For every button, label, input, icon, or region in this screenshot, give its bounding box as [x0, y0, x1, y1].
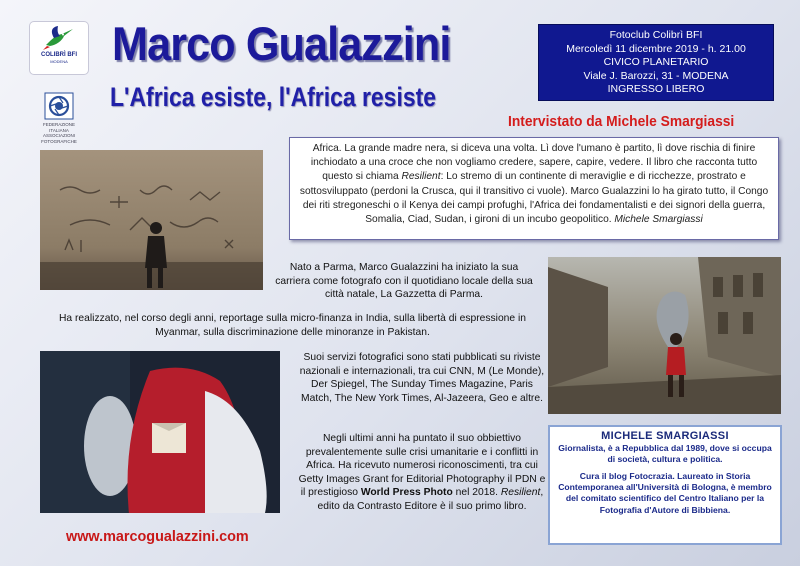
book-title: Resilient	[500, 487, 541, 499]
fotoclub-colibri-logo	[30, 22, 88, 74]
event-date: Mercoledì 11 dicembre 2019 - h. 21.00	[566, 42, 746, 55]
event-organizer: Fotoclub Colibrì BFI	[609, 29, 703, 41]
bio-paragraph-reportage: Ha realizzato, nel corso degli anni, reportage sulla micro-finanza in India, sulla libertà di espressione in Myanmar, sulla discriminazione delle minoranze in Pakistan.	[58, 313, 527, 338]
interviewer-profile-box	[548, 425, 782, 545]
bio-paragraph-awards: Negli ultimi anni ha puntato il suo obbiettivo prevalentemente sulle crisi umanitarie e i conflitti in Africa. Ha ricevuto numerosi riconoscimenti, tra cui Getty Images Grant for Editorial Photography il PDN e il prestigioso World Press Photo nel 2018. Resilient, edito da Contrasto Editore è il suo primo libro.	[298, 433, 546, 512]
event-info-box	[538, 24, 774, 101]
page-subtitle: L'Africa esiste, l'Africa resiste	[110, 82, 437, 112]
photo-wall-paintings	[40, 150, 263, 290]
website-link[interactable]: www.marcogualazzini.com	[66, 528, 249, 545]
fiaf-label: FEDERAZIONE ITALIANA ASSOCIAZIONI FOTOGRAFICHE	[41, 122, 77, 144]
page-title: Marco Gualazzini	[112, 17, 451, 70]
profile-name: MICHELE SMARGIASSI	[601, 430, 729, 442]
event-venue: CIVICO PLANETARIO	[603, 56, 709, 68]
quote-book-title: Resilient	[401, 171, 441, 183]
logo-club-name: COLIBRÌ BFI	[41, 52, 77, 58]
award-name: World Press Photo	[360, 487, 453, 499]
camera-aperture-icon	[44, 92, 74, 120]
bio-paragraph-birth: Nato a Parma, Marco Gualazzini ha iniziato la sua carriera come fotografo con il quotidiano locale della sua città natale, La Gazzetta di Parma.	[275, 262, 533, 301]
event-admission: INGRESSO LIBERO	[607, 83, 705, 95]
interviewer-heading: Intervistato da Michele Smargiassi	[508, 113, 735, 130]
profile-description: Giornalista, è a Repubblica dal 1989, dove si occupa di società, cultura e politica.	[558, 443, 772, 464]
event-address: Viale J. Barozzi, 31 - MODENA	[583, 69, 729, 82]
quote-box	[289, 137, 779, 240]
bio-paragraph-publications: Suoi servizi fotografici sono stati pubblicati su riviste nazionali e internazionali, tra cui CNN, M (Le Monde), Der Spiegel, The Sunday Times Magazine, Paris Match, The New York Times, Al-Jazeera, Geo e altre.	[299, 352, 545, 404]
photo-women-reading	[40, 351, 280, 513]
logo-club-sub: MODENA	[50, 59, 68, 64]
photo-street-man-with-fish	[548, 257, 781, 414]
quote-author: Michele Smargiassi	[614, 214, 703, 226]
hummingbird-icon	[42, 25, 76, 51]
fiaf-logo	[40, 92, 78, 158]
profile-details: Cura il blog Fotocrazia. Laureato in Storia Contemporanea all'Università di Bologna, è membro del comitato scientifico del Centro Italiano per la Fotografia d'Autore di Bibbiena.	[558, 471, 772, 515]
quote-text: Africa. La grande madre nera, si diceva una volta. Lì dove l'umano è partito, lì dove rischia di finire inchiodato a una croce che non vogliamo credere, sapere, capire, vedere. Il libro che racconta tutto questo si chiama Resilient: Lo stremo di un continente di meraviglie e di ricchezze, prostrato e sottosviluppato (perdoni la Crusca, qui il transitivo ci vuole). Marco Gualazzini lo ha girato tutto, il Congo dei riti stregoneschi o il Kenya dei campi profughi, l'Africa dei fondamentalisti e dei signori della guerra, Somalia, Ciad, Sudan, i gironi di un incubo geopolitico. Michele Smargiassi	[299, 143, 769, 226]
